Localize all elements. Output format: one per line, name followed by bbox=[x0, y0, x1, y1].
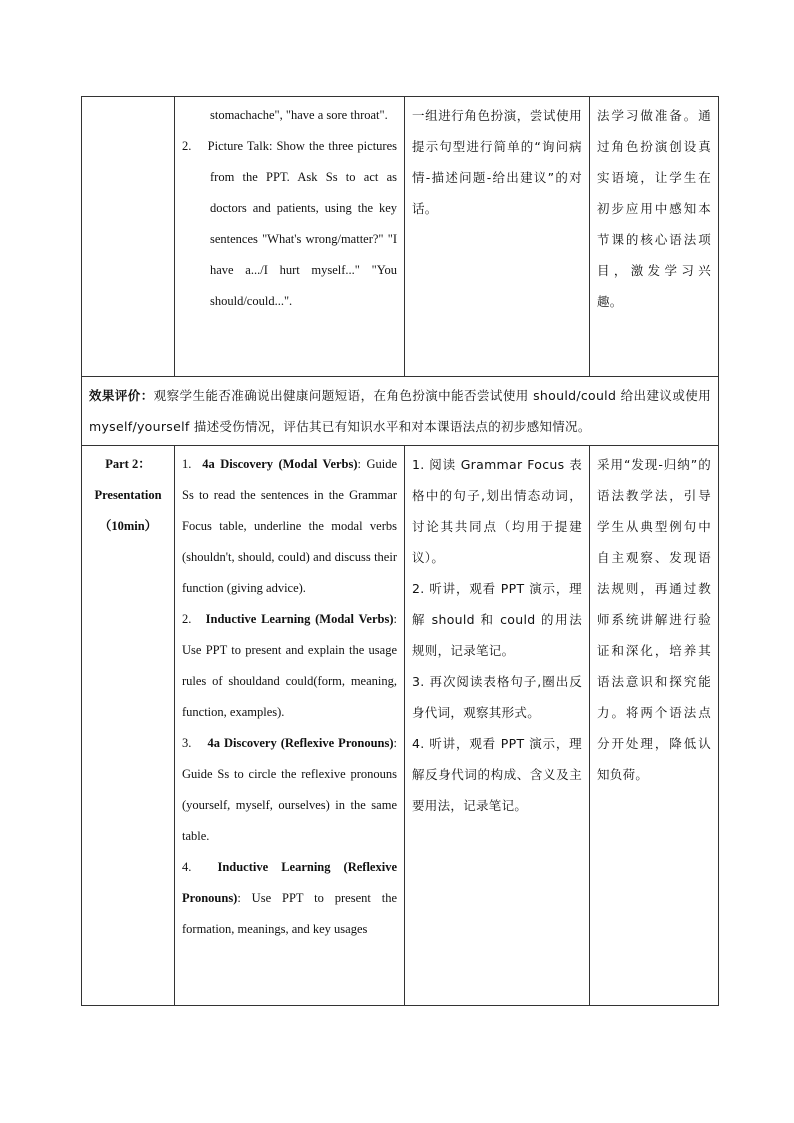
evaluation-row bbox=[82, 377, 719, 446]
step-text: : Use PPT to present and explain the usage rules of shouldand could(form, meaning, function, examples). bbox=[182, 612, 397, 719]
student-activity-item: 2. 听讲，观看 PPT 演示，理解 should 和 could 的用法规则，记录笔记。 bbox=[412, 581, 582, 658]
purpose-cell bbox=[590, 97, 719, 377]
step-number: 4. bbox=[182, 860, 192, 874]
evaluation-text: 观察学生能否准确说出健康问题短语，在角色扮演中能否尝试使用 should/could 给出建议或使用 myself/yourself 描述受伤情况，评估其已有知识水平和对本课语法点的初步感知情况。 bbox=[89, 388, 711, 434]
step-title: Inductive Learning (Reflexive Pronouns) bbox=[182, 860, 397, 905]
step-text: stomachache", "have a sore throat". bbox=[210, 108, 388, 122]
teacher-steps-cell bbox=[175, 446, 405, 1006]
step-item bbox=[182, 728, 397, 852]
step-number: 2. bbox=[182, 139, 192, 153]
evaluation-cell bbox=[82, 377, 719, 446]
stage-cell bbox=[82, 446, 175, 1006]
step-text: : Guide Ss to read the sentences in the Grammar Focus table, underline the modal verbs (shouldn't, should, could) and discuss their function (giving advice). bbox=[182, 457, 397, 595]
stage-cell bbox=[82, 97, 175, 377]
student-activity-cell bbox=[405, 97, 590, 377]
step-number: 1. bbox=[182, 457, 192, 471]
student-activity-text: 一组进行角色扮演，尝试使用提示句型进行简单的“询问病情-描述问题-给出建议”的对话。 bbox=[412, 108, 582, 216]
step-number: 3. bbox=[182, 736, 192, 750]
part-time: （10min） bbox=[98, 519, 158, 533]
step-number: 2. bbox=[182, 612, 192, 626]
table-row bbox=[82, 97, 719, 377]
purpose-cell bbox=[590, 446, 719, 1006]
step-title: Inductive Learning (Modal Verbs) bbox=[205, 612, 394, 626]
step-item bbox=[182, 604, 397, 728]
student-activity-cell bbox=[405, 446, 590, 1006]
step-title: 4a Discovery (Modal Verbs) bbox=[202, 457, 358, 471]
step-title: 4a Discovery (Reflexive Pronouns) bbox=[207, 736, 394, 750]
step-item bbox=[182, 449, 397, 604]
teacher-steps-cell bbox=[175, 97, 405, 377]
step-item bbox=[182, 852, 397, 945]
evaluation-label: 效果评价： bbox=[89, 388, 154, 403]
step-text: : Use PPT to present the formation, meanings, and key usages bbox=[182, 891, 397, 936]
part-title: Part 2： bbox=[105, 457, 151, 471]
student-activity-item: 1. 阅读 Grammar Focus 表格中的句子,划出情态动词，讨论其共同点（均用于提建议）。 bbox=[412, 457, 582, 565]
step-text: Picture Talk: Show the three pictures from the PPT. Ask Ss to act as doctors and patients, using the key sentences "What's wrong/matter?" "I have a.../I hurt myself..." "You should/could...". bbox=[207, 139, 397, 308]
student-activity-item: 3. 再次阅读表格句子,圈出反身代词，观察其形式。 bbox=[412, 674, 582, 720]
purpose-text: 法学习做准备。通过角色扮演创设真实语境，让学生在初步应用中感知本节课的核心语法项目，激发学习兴趣。 bbox=[597, 108, 711, 309]
purpose-text: 采用“发现-归纳”的语法教学法，引导学生从典型例句中自主观察、发现语法规则，再通过教师系统讲解进行验证和深化，培养其语法意识和探究能力。将两个语法点分开处理，降低认知负荷。 bbox=[597, 457, 711, 782]
student-activity-item: 4. 听讲，观看 PPT 演示，理解反身代词的构成、含义及主要用法，记录笔记。 bbox=[412, 736, 582, 813]
lesson-plan-table bbox=[81, 96, 719, 1006]
evaluation-paragraph bbox=[89, 380, 711, 442]
step-item bbox=[182, 131, 397, 317]
part-name: Presentation bbox=[94, 488, 162, 502]
table-row bbox=[82, 446, 719, 1006]
step-text: : Guide Ss to circle the reflexive pronouns (yourself, myself, ourselves) in the same table. bbox=[182, 736, 398, 843]
